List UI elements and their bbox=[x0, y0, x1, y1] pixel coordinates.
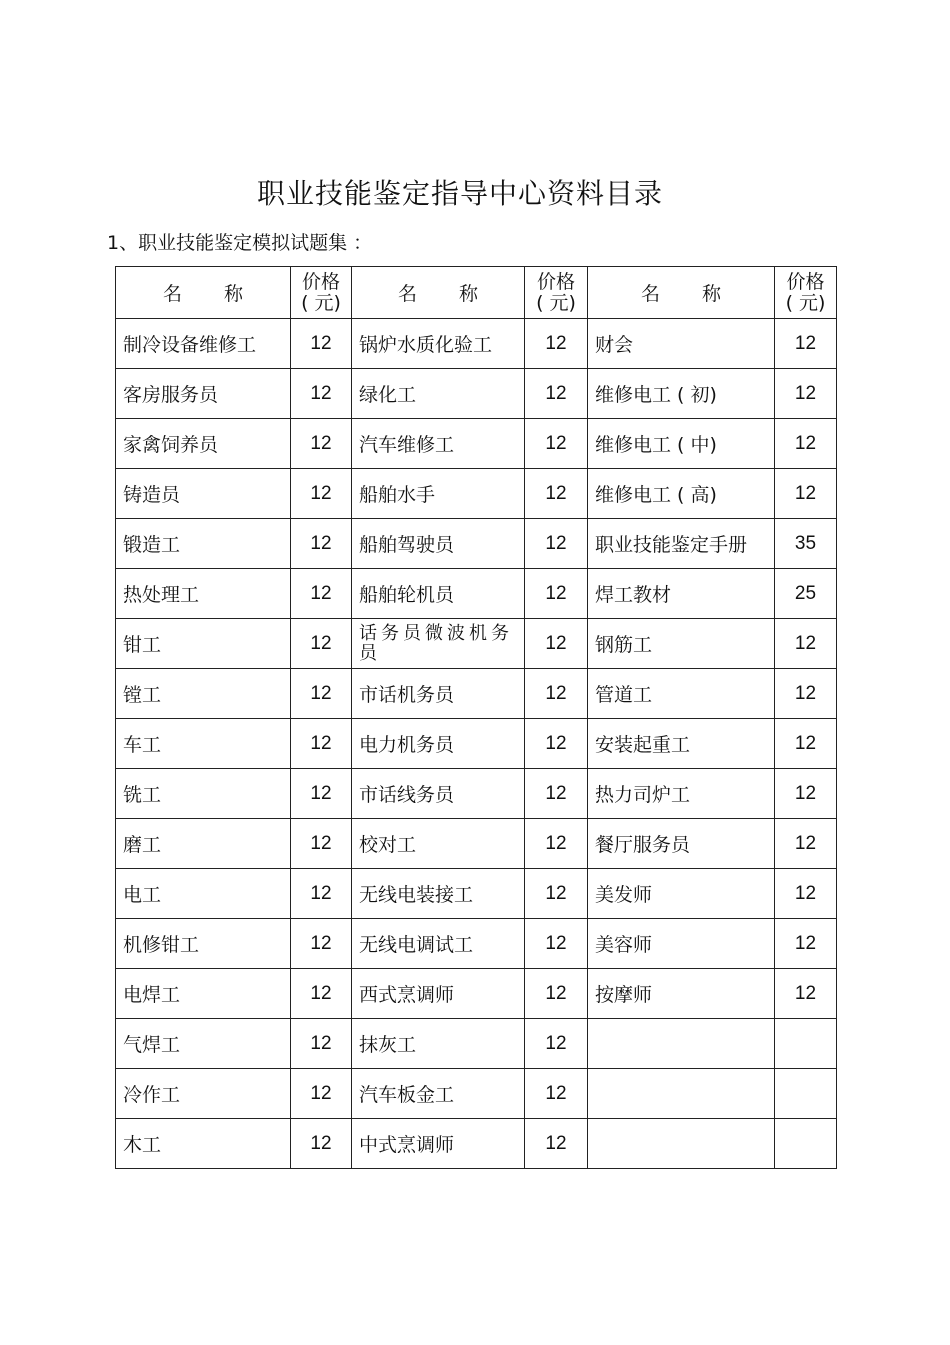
item-price-cell: 12 bbox=[291, 419, 352, 469]
item-name-cell: 冷作工 bbox=[116, 1069, 291, 1119]
item-name-cell: 安装起重工 bbox=[588, 719, 775, 769]
column-header-name: 名 称 bbox=[352, 267, 525, 319]
item-price-cell: 12 bbox=[291, 569, 352, 619]
table-row bbox=[116, 1069, 837, 1119]
item-name-cell: 管道工 bbox=[588, 669, 775, 719]
item-price-cell: 12 bbox=[775, 619, 837, 669]
item-price-cell: 12 bbox=[525, 819, 588, 869]
item-name-cell: 锅炉水质化验工 bbox=[352, 319, 525, 369]
item-price-cell: 12 bbox=[291, 1069, 352, 1119]
item-name-cell bbox=[588, 1019, 775, 1069]
item-price-cell: 35 bbox=[775, 519, 837, 569]
table-row bbox=[116, 519, 837, 569]
item-price-cell: 12 bbox=[775, 319, 837, 369]
table-row bbox=[116, 419, 837, 469]
item-name-cell: 绿化工 bbox=[352, 369, 525, 419]
item-price-cell: 12 bbox=[525, 569, 588, 619]
item-price-cell: 12 bbox=[525, 669, 588, 719]
item-price-cell: 12 bbox=[525, 369, 588, 419]
item-price-cell: 12 bbox=[525, 419, 588, 469]
item-price-cell: 12 bbox=[291, 619, 352, 669]
item-price-cell: 12 bbox=[291, 819, 352, 869]
item-price-cell: 12 bbox=[525, 869, 588, 919]
item-name-cell: 船舶水手 bbox=[352, 469, 525, 519]
item-name-cell: 船舶驾驶员 bbox=[352, 519, 525, 569]
item-price-cell: 12 bbox=[291, 369, 352, 419]
item-price-cell: 12 bbox=[291, 519, 352, 569]
item-price-cell: 12 bbox=[291, 969, 352, 1019]
item-name-cell: 电力机务员 bbox=[352, 719, 525, 769]
item-name-cell: 制冷设备维修工 bbox=[116, 319, 291, 369]
table-row bbox=[116, 319, 837, 369]
item-name-cell: 餐厅服务员 bbox=[588, 819, 775, 869]
item-name-cell: 热处理工 bbox=[116, 569, 291, 619]
item-name-cell: 西式烹调师 bbox=[352, 969, 525, 1019]
column-header-price: 价格 ( 元) bbox=[775, 267, 837, 319]
item-name-cell: 汽车板金工 bbox=[352, 1069, 525, 1119]
item-name-cell: 电工 bbox=[116, 869, 291, 919]
column-header-price: 价格 ( 元) bbox=[291, 267, 352, 319]
item-price-cell: 12 bbox=[525, 319, 588, 369]
item-price-cell: 12 bbox=[525, 619, 588, 669]
item-price-cell: 12 bbox=[525, 1069, 588, 1119]
item-name-cell: 铣工 bbox=[116, 769, 291, 819]
item-price-cell: 12 bbox=[775, 769, 837, 819]
table-row bbox=[116, 569, 837, 619]
item-price-cell: 12 bbox=[525, 919, 588, 969]
item-price-cell: 12 bbox=[775, 719, 837, 769]
item-name-cell: 钢筋工 bbox=[588, 619, 775, 669]
item-name-cell: 美容师 bbox=[588, 919, 775, 969]
item-price-cell: 12 bbox=[775, 369, 837, 419]
item-price-cell: 12 bbox=[775, 419, 837, 469]
item-name-cell: 无线电装接工 bbox=[352, 869, 525, 919]
item-name-cell bbox=[588, 1119, 775, 1169]
item-price-cell: 12 bbox=[525, 719, 588, 769]
item-name-cell: 按摩师 bbox=[588, 969, 775, 1019]
item-price-cell: 12 bbox=[775, 919, 837, 969]
item-price-cell: 12 bbox=[775, 469, 837, 519]
catalog-table bbox=[115, 266, 837, 1169]
item-price-cell: 12 bbox=[291, 669, 352, 719]
column-header-name: 名 称 bbox=[588, 267, 775, 319]
item-name-cell: 维修电工 ( 中) bbox=[588, 419, 775, 469]
item-price-cell: 12 bbox=[775, 969, 837, 1019]
item-name-cell: 汽车维修工 bbox=[352, 419, 525, 469]
table-row bbox=[116, 369, 837, 419]
item-price-cell: 12 bbox=[291, 719, 352, 769]
item-price-cell: 12 bbox=[775, 819, 837, 869]
item-name-cell: 市话线务员 bbox=[352, 769, 525, 819]
item-price-cell: 12 bbox=[291, 1119, 352, 1169]
item-name-cell: 客房服务员 bbox=[116, 369, 291, 419]
item-price-cell: 12 bbox=[291, 469, 352, 519]
item-price-cell: 12 bbox=[775, 669, 837, 719]
item-price-cell: 12 bbox=[525, 469, 588, 519]
table-row bbox=[116, 769, 837, 819]
item-name-cell: 财会 bbox=[588, 319, 775, 369]
item-name-cell: 钳工 bbox=[116, 619, 291, 669]
item-price-cell bbox=[775, 1019, 837, 1069]
item-price-cell: 12 bbox=[291, 919, 352, 969]
item-name-cell: 市话机务员 bbox=[352, 669, 525, 719]
item-name-cell: 抹灰工 bbox=[352, 1019, 525, 1069]
item-name-cell: 校对工 bbox=[352, 819, 525, 869]
table-row bbox=[116, 469, 837, 519]
item-price-cell: 12 bbox=[291, 769, 352, 819]
item-price-cell: 12 bbox=[291, 1019, 352, 1069]
item-name-cell: 维修电工 ( 初) bbox=[588, 369, 775, 419]
item-name-cell: 中式烹调师 bbox=[352, 1119, 525, 1169]
item-name-cell: 美发师 bbox=[588, 869, 775, 919]
section-heading: 1、职业技能鉴定模拟试题集 ： bbox=[107, 232, 373, 254]
item-name-cell: 职业技能鉴定手册 bbox=[588, 519, 775, 569]
item-name-cell: 电焊工 bbox=[116, 969, 291, 1019]
table-row bbox=[116, 969, 837, 1019]
column-header-price: 价格 ( 元) bbox=[525, 267, 588, 319]
item-name-cell: 镗工 bbox=[116, 669, 291, 719]
item-name-cell: 铸造员 bbox=[116, 469, 291, 519]
item-name-cell: 船舶轮机员 bbox=[352, 569, 525, 619]
item-name-cell: 热力司炉工 bbox=[588, 769, 775, 819]
item-name-cell: 家禽饲养员 bbox=[116, 419, 291, 469]
item-price-cell bbox=[775, 1119, 837, 1169]
table-row bbox=[116, 619, 837, 669]
table-row bbox=[116, 1019, 837, 1069]
table-header-row bbox=[116, 267, 837, 319]
item-name-cell bbox=[588, 1069, 775, 1119]
table-row bbox=[116, 919, 837, 969]
item-price-cell: 12 bbox=[291, 869, 352, 919]
table-row bbox=[116, 869, 837, 919]
item-price-cell: 12 bbox=[525, 769, 588, 819]
column-header-name: 名 称 bbox=[116, 267, 291, 319]
item-price-cell: 12 bbox=[525, 969, 588, 1019]
item-name-cell: 焊工教材 bbox=[588, 569, 775, 619]
page-title: 职业技能鉴定指导中心资料目录 bbox=[256, 177, 663, 210]
item-name-cell: 磨工 bbox=[116, 819, 291, 869]
item-name-cell: 无线电调试工 bbox=[352, 919, 525, 969]
table-row bbox=[116, 719, 837, 769]
item-price-cell bbox=[775, 1069, 837, 1119]
item-name-cell: 机修钳工 bbox=[116, 919, 291, 969]
table-row bbox=[116, 1119, 837, 1169]
item-name-cell: 话务员微波机务员 bbox=[352, 619, 525, 669]
item-name-cell: 车工 bbox=[116, 719, 291, 769]
item-name-cell: 锻造工 bbox=[116, 519, 291, 569]
table-row bbox=[116, 819, 837, 869]
item-name-cell: 木工 bbox=[116, 1119, 291, 1169]
item-name-cell: 维修电工 ( 高) bbox=[588, 469, 775, 519]
item-price-cell: 12 bbox=[775, 869, 837, 919]
item-price-cell: 25 bbox=[775, 569, 837, 619]
table-row bbox=[116, 669, 837, 719]
item-price-cell: 12 bbox=[525, 519, 588, 569]
item-price-cell: 12 bbox=[525, 1119, 588, 1169]
item-name-cell: 气焊工 bbox=[116, 1019, 291, 1069]
item-price-cell: 12 bbox=[525, 1019, 588, 1069]
item-price-cell: 12 bbox=[291, 319, 352, 369]
